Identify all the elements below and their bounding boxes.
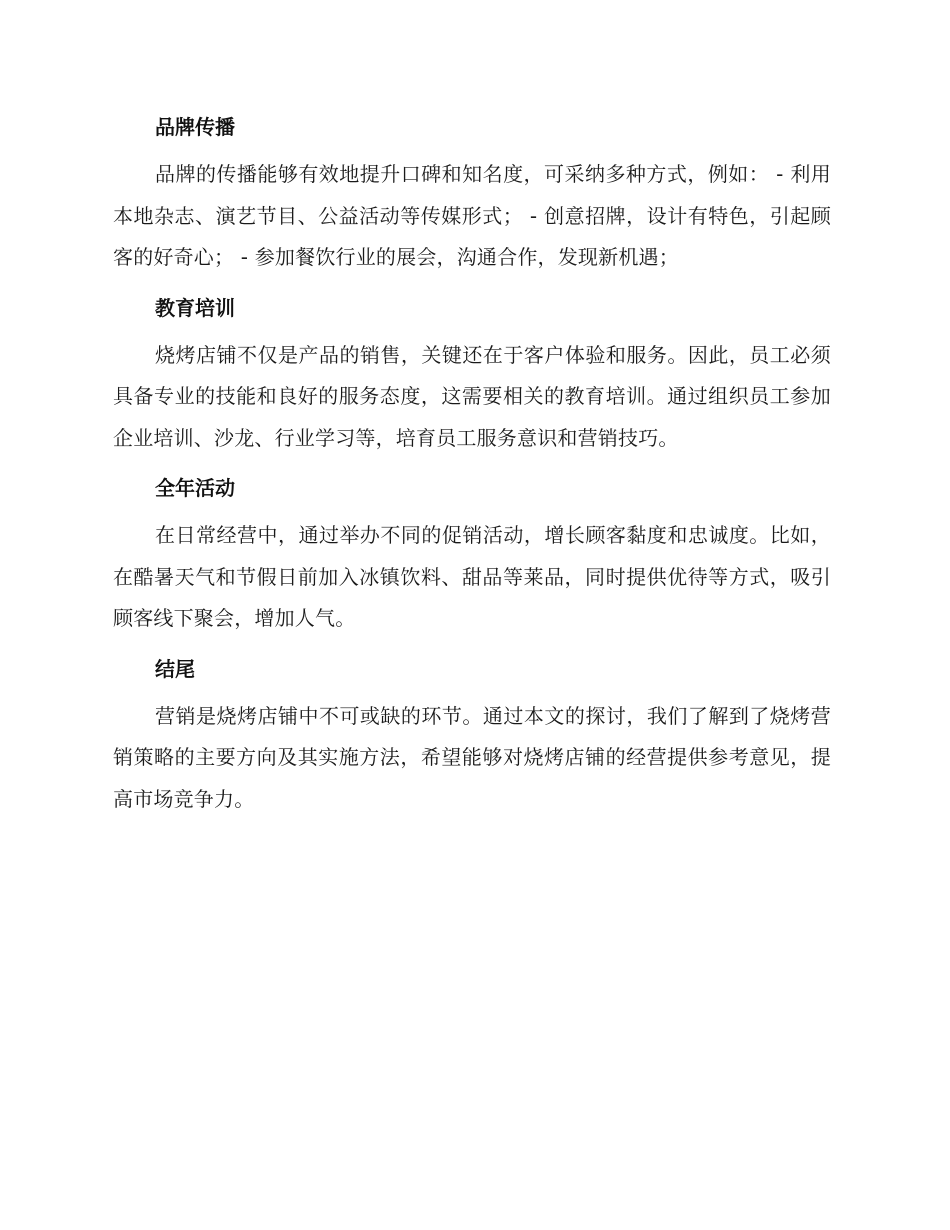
section-heading: 全年活动 bbox=[155, 476, 235, 500]
section-heading: 结尾 bbox=[155, 656, 195, 681]
section-conclusion bbox=[113, 650, 831, 821]
section-heading: 教育培训 bbox=[155, 295, 235, 320]
document-content bbox=[113, 108, 831, 830]
section-year-round-activities bbox=[113, 469, 831, 640]
section-education-training bbox=[113, 289, 831, 460]
section-heading: 品牌传播 bbox=[155, 115, 235, 139]
section-paragraph: 品牌的传播能够有效地提升口碑和知名度，可采纳多种方式，例如： - 利用本地杂志、演艺节目、公益活动等传媒形式； - 创意招牌，设计有特色，引起顾客的好奇心； - 参加餐饮行业的展会，沟通合作，发现新机遇； bbox=[113, 162, 831, 269]
section-paragraph: 在日常经营中，通过举办不同的促销活动，增长顾客黏度和忠诚度。比如，在酷暑天气和节假日前加入冰镇饮料、甜品等莱品，同时提供优待等方式，吸引顾客线下聚会，增加人气。 bbox=[113, 523, 831, 630]
section-paragraph: 营销是烧烤店铺中不可或缺的环节。通过本文的探讨，我们了解到了烧烤营销策略的主要方向及其实施方法，希望能够对烧烤店铺的经营提供参考意见，提高市场竞争力。 bbox=[113, 703, 831, 811]
section-paragraph: 烧烤店铺不仅是产品的销售，关键还在于客户体验和服务。因此，员工必须具备专业的技能和良好的服务态度，这需要相关的教育培训。通过组织员工参加企业培训、沙龙、行业学习等，培育员工服务意识和营销技巧。 bbox=[113, 342, 831, 450]
section-brand-promotion bbox=[113, 108, 831, 279]
